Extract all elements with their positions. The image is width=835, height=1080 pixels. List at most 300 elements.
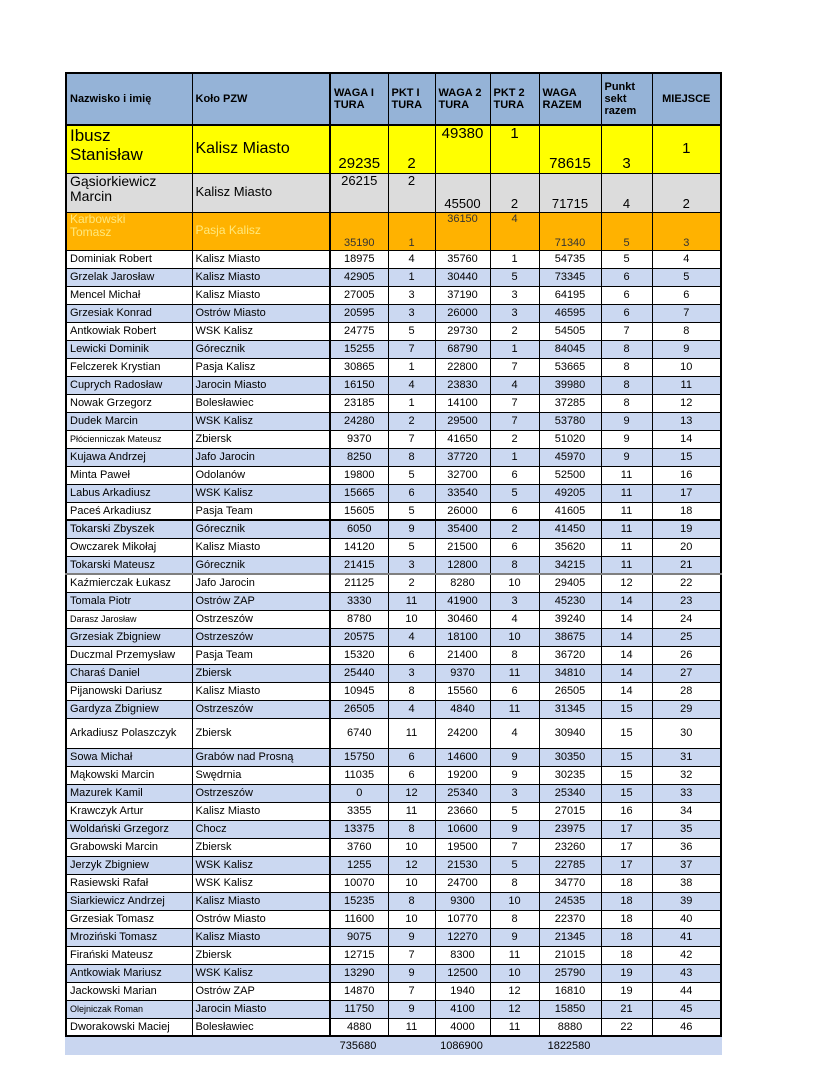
table-row [66, 250, 721, 268]
cell-pkt2: 3 [490, 286, 539, 304]
cell-waga-razem: 71340 [539, 212, 601, 250]
header-row [66, 73, 721, 125]
cell-waga1: 20575 [330, 628, 388, 646]
cell-punkt-sekt: 11 [601, 502, 652, 520]
cell-pkt2: 4 [490, 376, 539, 394]
cell-punkt-sekt: 22 [601, 1018, 652, 1036]
cell-miejsce: 4 [652, 250, 721, 268]
table-row [66, 286, 721, 304]
cell-club: Kalisz Miasto [192, 892, 330, 910]
cell-club: Swędrnia [192, 766, 330, 784]
total-waga-1-tura: 735680 [339, 1040, 377, 1052]
cell-club: Ostrów Miasto [192, 304, 330, 322]
cell-pkt2: 12 [490, 1000, 539, 1018]
table-row [66, 304, 721, 322]
cell-punkt-sekt: 9 [601, 430, 652, 448]
cell-punkt-sekt: 14 [601, 628, 652, 646]
cell-miejsce: 6 [652, 286, 721, 304]
cell-pkt2: 6 [490, 538, 539, 556]
cell-club: Ostrzeszów [192, 700, 330, 718]
cell-waga2: 41650 [435, 430, 490, 448]
cell-club: WSK Kalisz [192, 856, 330, 874]
cell-punkt-sekt: 6 [601, 304, 652, 322]
cell-punkt-sekt: 17 [601, 856, 652, 874]
cell-name: Grabowski Marcin [66, 838, 192, 856]
cell-waga2: 21530 [435, 856, 490, 874]
total-waga-razem: 1822580 [547, 1040, 591, 1052]
table-row [66, 358, 721, 376]
table-row [66, 556, 721, 574]
cell-pkt2: 8 [490, 556, 539, 574]
table-row [66, 1000, 721, 1018]
cell-pkt1: 6 [388, 748, 435, 766]
cell-waga1: 26505 [330, 700, 388, 718]
cell-pkt1: 3 [388, 286, 435, 304]
cell-club: WSK Kalisz [192, 964, 330, 982]
cell-name: Tokarski Zbyszek [66, 520, 192, 538]
cell-name: Sowa Michał [66, 748, 192, 766]
cell-punkt-sekt: 9 [601, 412, 652, 430]
table-header [66, 73, 721, 125]
cell-waga-razem: 53665 [539, 358, 601, 376]
cell-punkt-sekt: 15 [601, 748, 652, 766]
cell-pkt2: 9 [490, 820, 539, 838]
cell-waga2: 29730 [435, 322, 490, 340]
cell-club: Kalisz Miasto [192, 250, 330, 268]
cell-waga2: 15560 [435, 682, 490, 700]
table-row [66, 766, 721, 784]
cell-punkt-sekt: 15 [601, 700, 652, 718]
cell-name: Olejniczak Roman [66, 1000, 192, 1018]
cell-pkt1: 8 [388, 820, 435, 838]
cell-waga1: 14870 [330, 982, 388, 1000]
cell-name: Gardyza Zbigniew [66, 700, 192, 718]
table-row [66, 1018, 721, 1036]
cell-waga1: 16150 [330, 376, 388, 394]
cell-waga-razem: 84045 [539, 340, 601, 358]
cell-punkt-sekt: 15 [601, 718, 652, 748]
cell-name: Krawczyk Artur [66, 802, 192, 820]
cell-miejsce: 25 [652, 628, 721, 646]
cell-pkt2: 1 [490, 340, 539, 358]
cell-punkt-sekt: 5 [601, 212, 652, 250]
cell-waga2: 9300 [435, 892, 490, 910]
cell-waga1: 21125 [330, 574, 388, 592]
cell-punkt-sekt: 16 [601, 802, 652, 820]
table-row [66, 784, 721, 802]
cell-pkt1: 12 [388, 856, 435, 874]
cell-punkt-sekt: 18 [601, 874, 652, 892]
cell-name: Owczarek Mikołaj [66, 538, 192, 556]
cell-miejsce: 33 [652, 784, 721, 802]
cell-pkt1: 8 [388, 682, 435, 700]
cell-pkt2: 10 [490, 628, 539, 646]
cell-waga2: 36150 [435, 212, 490, 250]
cell-waga2: 10600 [435, 820, 490, 838]
cell-waga-razem: 41605 [539, 502, 601, 520]
table-row [66, 982, 721, 1000]
cell-pkt2: 4 [490, 212, 539, 250]
cell-pkt2: 10 [490, 892, 539, 910]
cell-pkt2: 7 [490, 412, 539, 430]
cell-punkt-sekt: 18 [601, 928, 652, 946]
cell-waga1: 15665 [330, 484, 388, 502]
cell-pkt1: 3 [388, 304, 435, 322]
cell-name: Jackowski Marian [66, 982, 192, 1000]
table-row [66, 892, 721, 910]
cell-punkt-sekt: 5 [601, 250, 652, 268]
cell-waga2: 26000 [435, 304, 490, 322]
cell-miejsce: 20 [652, 538, 721, 556]
table-row [66, 856, 721, 874]
cell-pkt1: 11 [388, 718, 435, 748]
cell-punkt-sekt: 11 [601, 556, 652, 574]
cell-pkt2: 9 [490, 928, 539, 946]
cell-name: Karbowski Tomasz [66, 212, 192, 250]
cell-miejsce: 2 [652, 173, 721, 212]
cell-waga1: 23185 [330, 394, 388, 412]
cell-waga1: 15255 [330, 340, 388, 358]
cell-punkt-sekt: 19 [601, 982, 652, 1000]
cell-name: Dudek Marcin [66, 412, 192, 430]
cell-punkt-sekt: 8 [601, 376, 652, 394]
table-row [66, 592, 721, 610]
cell-waga2: 21500 [435, 538, 490, 556]
cell-waga-razem: 52500 [539, 466, 601, 484]
cell-miejsce: 9 [652, 340, 721, 358]
cell-name: Tomala Piotr [66, 592, 192, 610]
cell-pkt2: 2 [490, 173, 539, 212]
cell-pkt1: 7 [388, 982, 435, 1000]
cell-pkt2: 7 [490, 358, 539, 376]
cell-waga2: 18100 [435, 628, 490, 646]
cell-pkt2: 8 [490, 874, 539, 892]
cell-waga1: 15235 [330, 892, 388, 910]
table-row [66, 802, 721, 820]
cell-pkt2: 6 [490, 682, 539, 700]
cell-waga1: 27005 [330, 286, 388, 304]
cell-miejsce: 42 [652, 946, 721, 964]
table-row [66, 838, 721, 856]
cell-name: Duczmal Przemysław [66, 646, 192, 664]
cell-pkt1: 2 [388, 125, 435, 173]
cell-waga1: 10070 [330, 874, 388, 892]
cell-punkt-sekt: 8 [601, 394, 652, 412]
cell-miejsce: 30 [652, 718, 721, 748]
cell-pkt2: 4 [490, 610, 539, 628]
cell-name: Charaś Daniel [66, 664, 192, 682]
cell-punkt-sekt: 15 [601, 766, 652, 784]
cell-waga1: 42905 [330, 268, 388, 286]
cell-miejsce: 46 [652, 1018, 721, 1036]
cell-waga2: 12500 [435, 964, 490, 982]
table-row [66, 212, 721, 250]
cell-club: WSK Kalisz [192, 874, 330, 892]
table-row [66, 910, 721, 928]
cell-pkt1: 2 [388, 412, 435, 430]
cell-waga2: 4100 [435, 1000, 490, 1018]
cell-name: Mroziński Tomasz [66, 928, 192, 946]
cell-miejsce: 43 [652, 964, 721, 982]
cell-miejsce: 35 [652, 820, 721, 838]
column-header: WAGA RAZEM [539, 73, 601, 125]
cell-waga1: 6050 [330, 520, 388, 538]
cell-waga-razem: 23260 [539, 838, 601, 856]
cell-waga-razem: 26505 [539, 682, 601, 700]
cell-name: Siarkiewicz Andrzej [66, 892, 192, 910]
cell-name: Jerzyk Zbigniew [66, 856, 192, 874]
cell-waga1: 12715 [330, 946, 388, 964]
cell-pkt2: 6 [490, 502, 539, 520]
cell-waga1: 24280 [330, 412, 388, 430]
cell-waga2: 30440 [435, 268, 490, 286]
cell-club: Ostrzeszów [192, 784, 330, 802]
cell-pkt1: 1 [388, 358, 435, 376]
cell-waga1: 13290 [330, 964, 388, 982]
column-header: Nazwisko i imię [66, 73, 192, 125]
cell-club: Zbiersk [192, 430, 330, 448]
cell-waga1: 0 [330, 784, 388, 802]
cell-club: WSK Kalisz [192, 484, 330, 502]
cell-waga-razem: 16810 [539, 982, 601, 1000]
cell-pkt2: 4 [490, 718, 539, 748]
cell-pkt2: 9 [490, 766, 539, 784]
cell-waga-razem: 45230 [539, 592, 601, 610]
column-header: MIEJSCE [652, 73, 721, 125]
cell-miejsce: 29 [652, 700, 721, 718]
cell-pkt2: 1 [490, 125, 539, 173]
cell-pkt2: 7 [490, 394, 539, 412]
cell-miejsce: 1 [652, 125, 721, 173]
cell-club: Ostrzeszów [192, 628, 330, 646]
cell-waga2: 32700 [435, 466, 490, 484]
cell-punkt-sekt: 11 [601, 520, 652, 538]
cell-punkt-sekt: 11 [601, 538, 652, 556]
cell-waga1: 30865 [330, 358, 388, 376]
cell-pkt2: 8 [490, 910, 539, 928]
cell-pkt1: 10 [388, 910, 435, 928]
cell-pkt1: 10 [388, 838, 435, 856]
cell-name: Grzesiak Zbigniew [66, 628, 192, 646]
cell-waga-razem: 30235 [539, 766, 601, 784]
cell-name: Rasiewski Rafał [66, 874, 192, 892]
cell-waga2: 49380 [435, 125, 490, 173]
cell-waga-razem: 34770 [539, 874, 601, 892]
cell-pkt1: 5 [388, 538, 435, 556]
cell-club: Kalisz Miasto [192, 538, 330, 556]
cell-waga1: 13375 [330, 820, 388, 838]
cell-club: Pasja Team [192, 502, 330, 520]
cell-waga-razem: 71715 [539, 173, 601, 212]
cell-pkt1: 6 [388, 766, 435, 784]
cell-pkt2: 3 [490, 592, 539, 610]
table-row [66, 173, 721, 212]
table-row [66, 718, 721, 748]
table-row [66, 394, 721, 412]
cell-club: Jafo Jarocin [192, 448, 330, 466]
cell-waga2: 19200 [435, 766, 490, 784]
cell-miejsce: 40 [652, 910, 721, 928]
cell-pkt2: 3 [490, 304, 539, 322]
column-header: Punkt sekt razem [601, 73, 652, 125]
cell-pkt2: 1 [490, 448, 539, 466]
cell-name: Paceś Arkadiusz [66, 502, 192, 520]
cell-pkt1: 10 [388, 874, 435, 892]
cell-pkt2: 5 [490, 856, 539, 874]
cell-club: Ostrów ZAP [192, 592, 330, 610]
cell-miejsce: 38 [652, 874, 721, 892]
column-header: WAGA 2 TURA [435, 73, 490, 125]
cell-waga2: 12270 [435, 928, 490, 946]
table-row [66, 874, 721, 892]
cell-club: WSK Kalisz [192, 322, 330, 340]
cell-waga-razem: 78615 [539, 125, 601, 173]
cell-club: Chocz [192, 820, 330, 838]
cell-pkt2: 9 [490, 748, 539, 766]
cell-name: Kujawa Andrzej [66, 448, 192, 466]
cell-waga2: 26000 [435, 502, 490, 520]
cell-name: Arkadiusz Polaszczyk [66, 718, 192, 748]
cell-club: Górecznik [192, 556, 330, 574]
cell-waga2: 19500 [435, 838, 490, 856]
cell-name: Antkowiak Mariusz [66, 964, 192, 982]
table-row [66, 412, 721, 430]
table-row [66, 448, 721, 466]
cell-waga-razem: 8880 [539, 1018, 601, 1036]
cell-waga2: 41900 [435, 592, 490, 610]
cell-name: Tokarski Mateusz [66, 556, 192, 574]
table-row [66, 646, 721, 664]
cell-pkt1: 11 [388, 1018, 435, 1036]
cell-waga-razem: 54735 [539, 250, 601, 268]
cell-name: Nowak Grzegorz [66, 394, 192, 412]
cell-waga1: 11035 [330, 766, 388, 784]
cell-name: Antkowiak Robert [66, 322, 192, 340]
cell-punkt-sekt: 17 [601, 838, 652, 856]
cell-pkt2: 5 [490, 802, 539, 820]
cell-waga2: 4840 [435, 700, 490, 718]
cell-name: Pijanowski Dariusz [66, 682, 192, 700]
cell-punkt-sekt: 14 [601, 592, 652, 610]
table-row [66, 628, 721, 646]
cell-name: Grzelak Jarosław [66, 268, 192, 286]
cell-name: Mazurek Kamil [66, 784, 192, 802]
cell-punkt-sekt: 4 [601, 173, 652, 212]
cell-club: Jarocin Miasto [192, 1000, 330, 1018]
table-row [66, 484, 721, 502]
cell-club: Ostrów ZAP [192, 982, 330, 1000]
table-row [66, 748, 721, 766]
cell-name: Dominiak Robert [66, 250, 192, 268]
cell-name: Ibusz Stanisław [66, 125, 192, 173]
cell-miejsce: 41 [652, 928, 721, 946]
cell-pkt2: 2 [490, 520, 539, 538]
table-row [66, 964, 721, 982]
cell-pkt1: 4 [388, 250, 435, 268]
cell-waga1: 1255 [330, 856, 388, 874]
cell-name: Darasz Jarosław [66, 610, 192, 628]
cell-club: Kalisz Miasto [192, 802, 330, 820]
cell-waga1: 20595 [330, 304, 388, 322]
cell-waga-razem: 73345 [539, 268, 601, 286]
cell-name: Mąkowski Marcin [66, 766, 192, 784]
cell-pkt1: 5 [388, 322, 435, 340]
cell-miejsce: 3 [652, 212, 721, 250]
cell-punkt-sekt: 18 [601, 892, 652, 910]
table-row [66, 610, 721, 628]
cell-waga1: 10945 [330, 682, 388, 700]
cell-miejsce: 21 [652, 556, 721, 574]
cell-waga2: 12800 [435, 556, 490, 574]
table-body [66, 125, 721, 1036]
cell-club: Jafo Jarocin [192, 574, 330, 592]
cell-punkt-sekt: 11 [601, 484, 652, 502]
cell-club: Pasja Kalisz [192, 358, 330, 376]
cell-waga2: 68790 [435, 340, 490, 358]
cell-waga-razem: 54505 [539, 322, 601, 340]
cell-miejsce: 7 [652, 304, 721, 322]
cell-club: Pasja Team [192, 646, 330, 664]
table-row [66, 322, 721, 340]
cell-club: Zbiersk [192, 946, 330, 964]
cell-miejsce: 27 [652, 664, 721, 682]
cell-pkt2: 10 [490, 574, 539, 592]
cell-club: Odolanów [192, 466, 330, 484]
cell-name: Grzesiak Tomasz [66, 910, 192, 928]
cell-pkt2: 8 [490, 646, 539, 664]
cell-waga1: 14120 [330, 538, 388, 556]
cell-waga-razem: 49205 [539, 484, 601, 502]
cell-punkt-sekt: 18 [601, 910, 652, 928]
cell-waga2: 35400 [435, 520, 490, 538]
cell-waga2: 9370 [435, 664, 490, 682]
cell-pkt1: 11 [388, 802, 435, 820]
cell-waga-razem: 24535 [539, 892, 601, 910]
cell-pkt1: 2 [388, 173, 435, 212]
cell-miejsce: 13 [652, 412, 721, 430]
cell-name: Cuprych Radosław [66, 376, 192, 394]
cell-waga-razem: 21015 [539, 946, 601, 964]
cell-waga2: 23830 [435, 376, 490, 394]
cell-waga2: 24200 [435, 718, 490, 748]
cell-club: Kalisz Miasto [192, 286, 330, 304]
cell-punkt-sekt: 14 [601, 682, 652, 700]
cell-waga2: 30460 [435, 610, 490, 628]
cell-waga-razem: 51020 [539, 430, 601, 448]
cell-waga1: 8250 [330, 448, 388, 466]
cell-waga1: 3330 [330, 592, 388, 610]
cell-name: Felczerek Krystian [66, 358, 192, 376]
cell-punkt-sekt: 6 [601, 268, 652, 286]
cell-waga-razem: 39980 [539, 376, 601, 394]
cell-waga2: 22800 [435, 358, 490, 376]
cell-pkt1: 10 [388, 610, 435, 628]
cell-waga1: 15750 [330, 748, 388, 766]
cell-club: Górecznik [192, 520, 330, 538]
cell-waga-razem: 25340 [539, 784, 601, 802]
cell-waga2: 14600 [435, 748, 490, 766]
totals-row [65, 1037, 722, 1055]
cell-waga2: 23660 [435, 802, 490, 820]
cell-punkt-sekt: 21 [601, 1000, 652, 1018]
cell-name: Gąsiorkiewicz Marcin [66, 173, 192, 212]
table-row [66, 268, 721, 286]
cell-club: Kalisz Miasto [192, 173, 330, 212]
table-row [66, 376, 721, 394]
cell-waga2: 24700 [435, 874, 490, 892]
column-header: PKT 2 TURA [490, 73, 539, 125]
cell-waga2: 33540 [435, 484, 490, 502]
